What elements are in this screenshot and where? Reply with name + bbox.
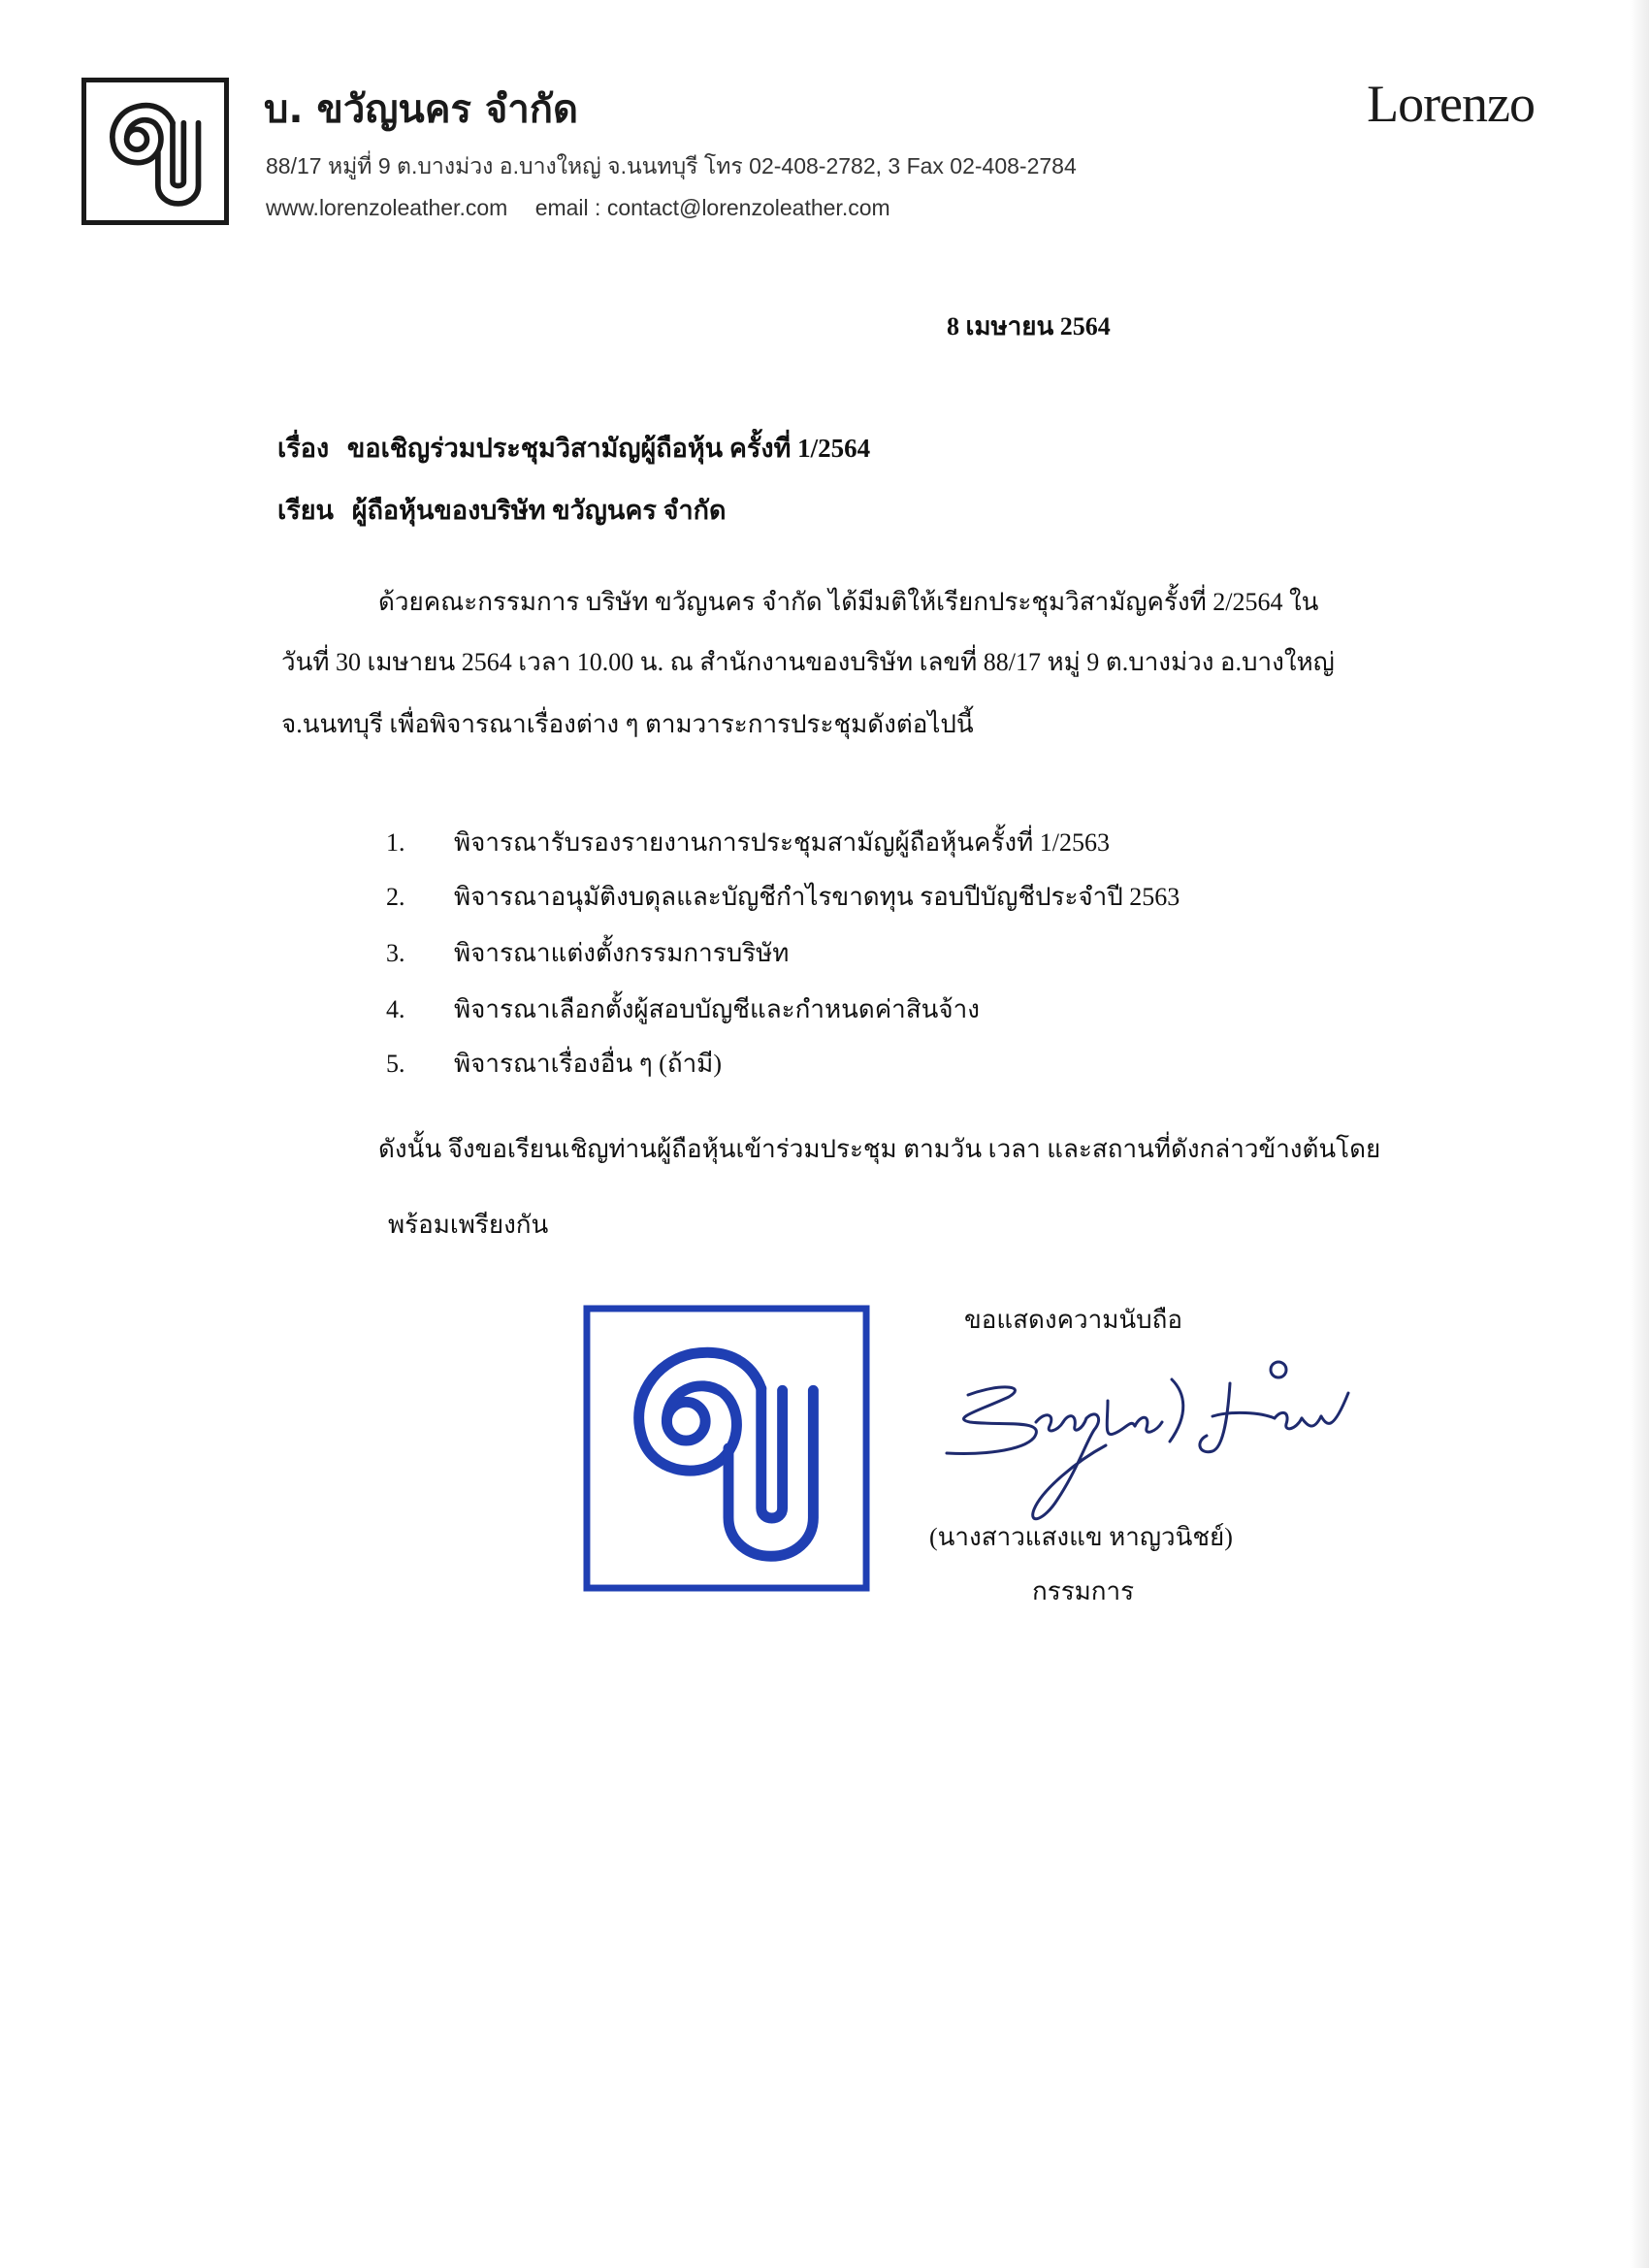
salutation-text: ผู้ถือหุ้นของบริษัท ขวัญนคร จำกัด — [351, 496, 727, 525]
agenda-item — [386, 823, 1110, 862]
brand-logo: Lorenzo — [1367, 75, 1535, 133]
company-stamp-icon — [582, 1302, 871, 1595]
agenda-item — [386, 877, 1180, 917]
company-name: บ. ขวัญนคร จำกัด — [264, 87, 579, 132]
agenda-item — [386, 989, 980, 1029]
conclusion-line: พร้อมเพรียงกัน — [388, 1211, 549, 1239]
salutation-line — [277, 489, 727, 531]
body-line: วันที่ 30 เมษายน 2564 เวลา 10.00 น. ณ สำนักงานของบริษัท เลขที่ 88/17 หมู่ 9 ต.บางม่วง อ.บางใหญ่ — [281, 648, 1335, 676]
agenda-number: 1. — [386, 828, 405, 857]
agenda-number: 4. — [386, 995, 405, 1023]
signer-title: กรรมการ — [1032, 1577, 1135, 1605]
subject-line — [277, 427, 870, 469]
agenda-text: พิจารณาอนุมัติงบดุลและบัญชีกำไรขาดทุน รอบปีบัญชีประจำปี 2563 — [454, 883, 1180, 911]
subject-label: เรื่อง — [277, 434, 330, 463]
subject-text: ขอเชิญร่วมประชุมวิสามัญผู้ถือหุ้น ครั้งที่ 1/2564 — [346, 434, 871, 463]
body-line: ด้วยคณะกรรมการ บริษัท ขวัญนคร จำกัด ได้มีมติให้เรียกประชุมวิสามัญครั้งที่ 2/2564 ใน — [378, 588, 1319, 616]
body-line: จ.นนทบุรี เพื่อพิจารณาเรื่องต่าง ๆ ตามวาระการประชุมดังต่อไปนี้ — [281, 710, 974, 738]
salutation-label: เรียน — [277, 496, 335, 525]
agenda-item — [386, 1044, 722, 1084]
handwritten-signature — [941, 1354, 1358, 1529]
agenda-text: พิจารณาเลือกตั้งผู้สอบบัญชีและกำหนดค่าสินจ้าง — [454, 995, 980, 1023]
page-edge-shadow — [1630, 0, 1649, 2268]
website-link[interactable]: www.lorenzoleather.com — [266, 195, 508, 220]
email-link[interactable]: email : contact@lorenzoleather.com — [534, 195, 890, 220]
signer-name: (นางสาวแสงแข หาญวนิชย์) — [929, 1523, 1233, 1551]
agenda-number: 2. — [386, 883, 405, 911]
conclusion-line: ดังนั้น จึงขอเรียนเชิญท่านผู้ถือหุ้นเข้าร่วมประชุม ตามวัน เวลา และสถานที่ดังกล่าวข้างต้นโดย — [378, 1135, 1381, 1163]
agenda-number: 3. — [386, 939, 405, 967]
agenda-item — [386, 933, 789, 973]
agenda-number: 5. — [386, 1050, 405, 1078]
agenda-text: พิจารณารับรองรายงานการประชุมสามัญผู้ถือหุ้นครั้งที่ 1/2563 — [454, 828, 1110, 857]
agenda-text: พิจารณาแต่งตั้งกรรมการบริษัท — [454, 939, 790, 967]
company-monogram-icon — [81, 78, 229, 225]
agenda-text: พิจารณาเรื่องอื่น ๆ (ถ้ามี) — [454, 1050, 722, 1078]
closing-text: ขอแสดงความนับถือ — [964, 1306, 1182, 1334]
company-address: 88/17 หมู่ที่ 9 ต.บางม่วง อ.บางใหญ่ จ.นนทบุรี โทร 02-408-2782, 3 Fax 02-408-2784 — [266, 153, 1077, 178]
letter-date: 8 เมษายน 2564 — [947, 312, 1111, 340]
company-contact-line — [266, 195, 912, 221]
